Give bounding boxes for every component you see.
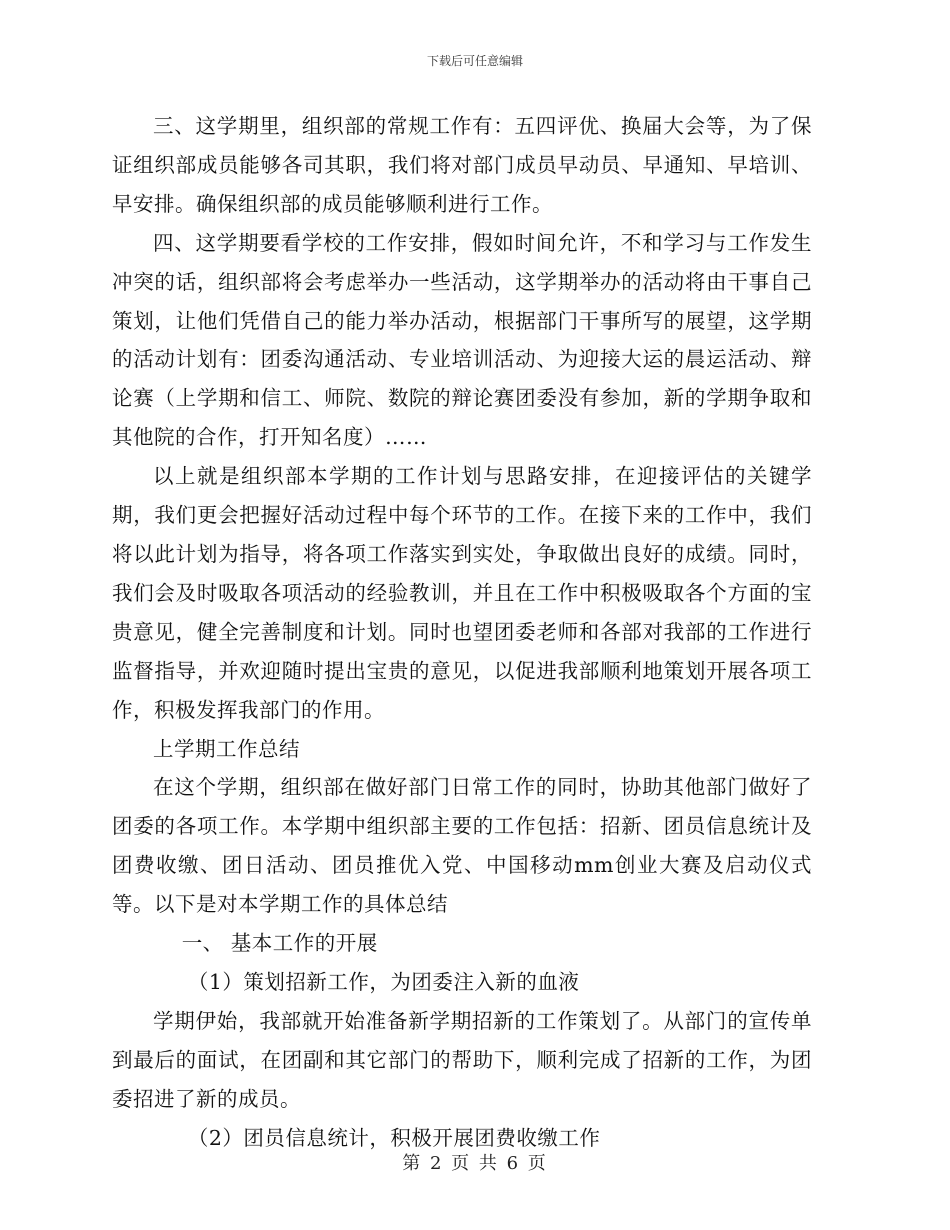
paragraph-recruitment: 学期伊始，我部就开始准备新学期招新的工作策划了。从部门的宣传单到最后的面试，在团副和其它部门的帮助下，顺利完成了招新的工作，为团委招进了新的成员。 <box>112 1008 812 1111</box>
paragraph-activities-plan: 四、这学期要看学校的工作安排，假如时间允许，不和学习与工作发生冲突的话，组织部将会考虑举办一些活动，这学期举办的活动将由干事自己策划，让他们凭借自己的能力举办活动，根据部门干事所写的展望，这学期的活动计划有：团委沟通活动、专业培训活动、为迎接大运的晨运活动、辩论赛（上学期和信工、师院、数院的辩论赛团委没有参加，新的学期争取和其他院的合作，打开知名度）…… <box>112 230 812 450</box>
heading-basic-work: 一、 基本工作的开展 <box>181 931 378 956</box>
paragraph-work-routine: 三、这学期里，组织部的常规工作有：五四评优、换届大会等，为了保证组织部成员能够各司其职，我们将对部门成员早动员、早通知、早培训、早安排。确保组织部的成员能够顺利进行工作。 <box>112 114 812 216</box>
subheading-member-info: （2）团员信息统计，积极开展团费收缴工作 <box>187 1125 601 1150</box>
page-header: 下载后可任意编辑 <box>426 54 523 68</box>
document-body <box>112 107 812 1157</box>
paragraph-summary-plan: 以上就是组织部本学期的工作计划与思路安排，在迎接评估的关键学期，我们更会把握好活动过程中每个环节的工作。在接下来的工作中，我们将以此计划为指导，将各项工作落实到实处，争取做出良好的成绩。同时，我们会及时吸取各项活动的经验教训，并且在工作中积极吸取各个方面的宝贵意见，健全完善制度和计划。同时也望团委老师和各部对我部的工作进行监督指导，并欢迎随时提出宝贵的意见，以促进我部顺利地策划开展各项工作，积极发挥我部门的作用。 <box>112 464 812 722</box>
paragraph-last-term-intro: 在这个学期，组织部在做好部门日常工作的同时，协助其他部门做好了团委的各项工作。本学期中组织部主要的工作包括：招新、团员信息统计及团费收缴、团日活动、团员推优入党、中国移动mm创业大赛及启动仪式等。以下是对本学期工作的具体总结 <box>112 775 812 917</box>
subheading-recruitment: （1）策划招新工作，为团委注入新的血液 <box>187 969 580 994</box>
section-title-last-term: 上学期工作总结 <box>153 736 300 761</box>
page-footer: 第 2 页 共 6 页 <box>402 1153 548 1174</box>
